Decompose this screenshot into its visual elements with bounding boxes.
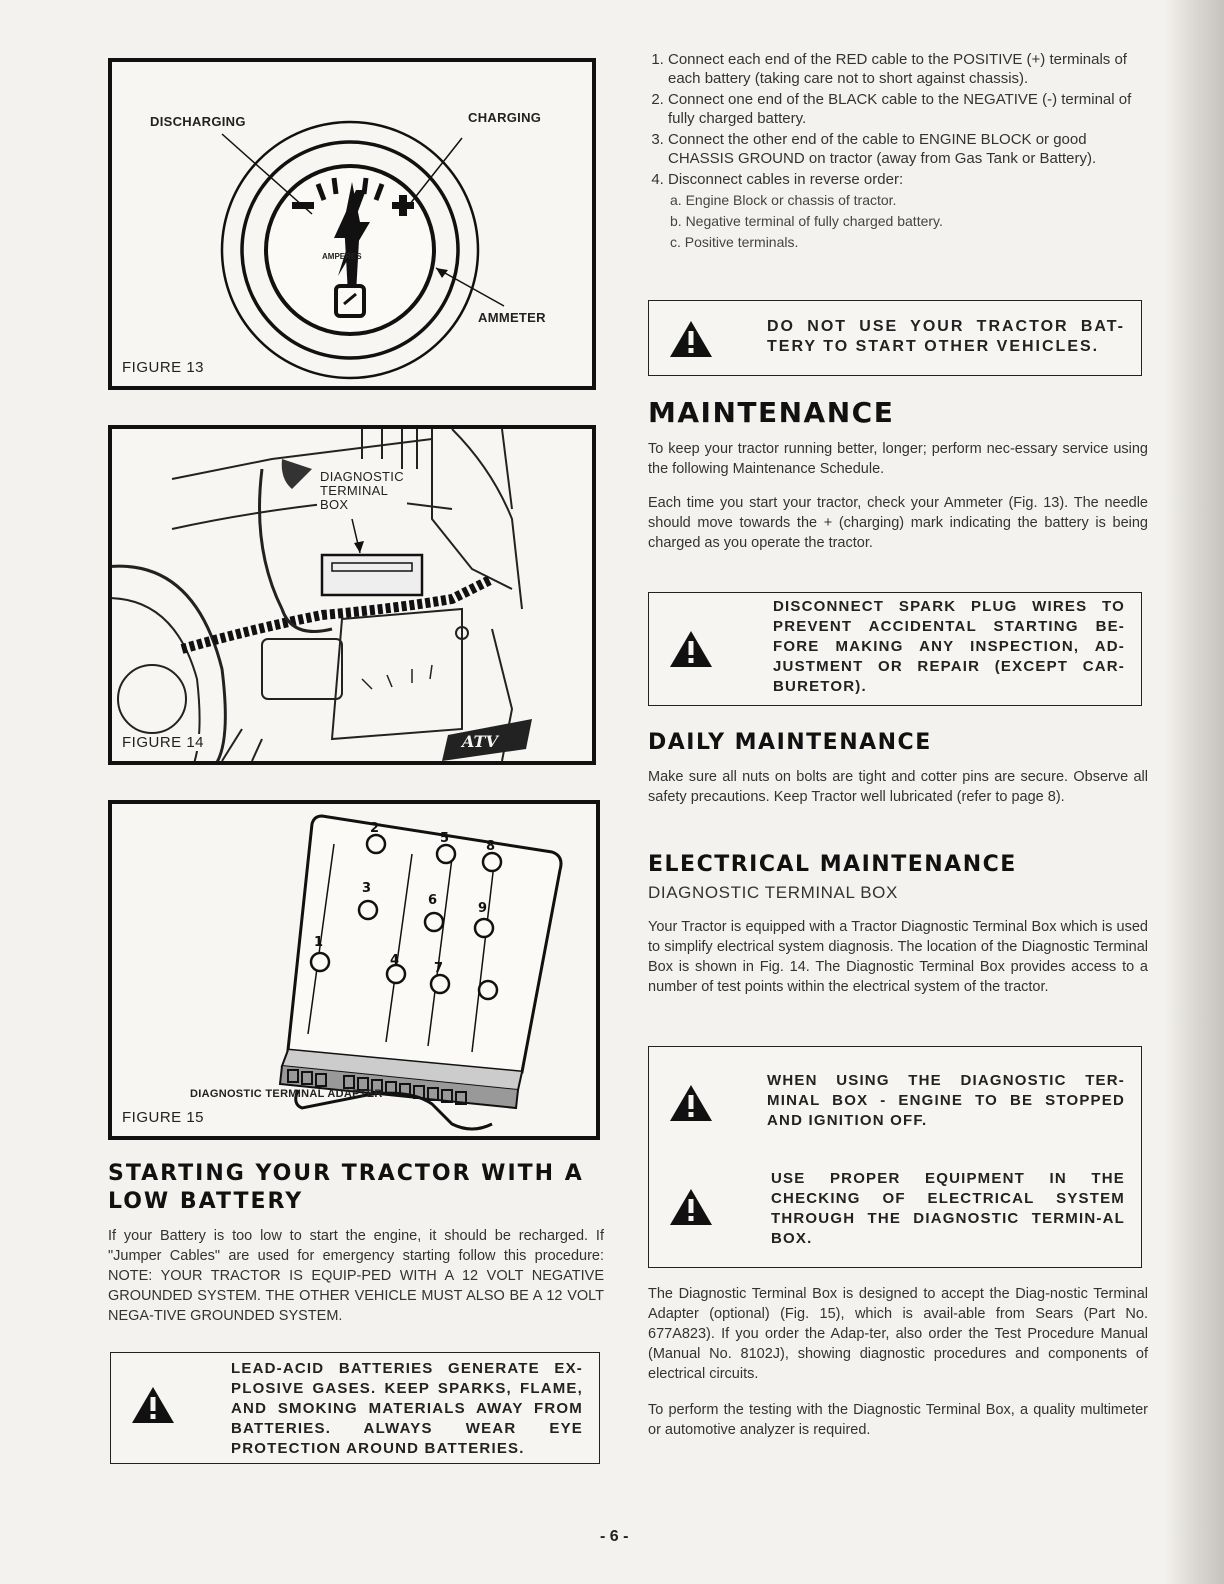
warning-triangle-icon bbox=[669, 629, 713, 669]
figure-14-terminal-box-location bbox=[108, 425, 596, 765]
maintenance-section bbox=[648, 396, 1148, 553]
low-battery-paragraph: If your Battery is too low to start the engine, it should be recharged. If "Jumper Cables" are used for emergency starting follow this procedure: NOTE: YOUR TRACTOR IS EQUIP-PED WITH A 12 VOLT NEGATIVE GROUNDED SYSTEM. THE OTHER VEHICLE MUST ALSO BE A 12 VOLT NEGA-TIVE GROUNDED SYSTEM. bbox=[108, 1228, 604, 1324]
terminal-box-paragraph: Your Tractor is equipped with a Tractor Diagnostic Terminal Box which is used to simplify electrical system diagnosis. The location of the Diagnostic Terminal Box is shown in Fig. 14. The Diagnostic Terminal Box provides access to a number of test points within the electrical system of the tractor. bbox=[648, 919, 1148, 995]
reverse-step-a: a. Engine Block or chassis of tractor. bbox=[670, 192, 897, 208]
maintenance-intro: To keep your tractor running better, longer; perform nec-essary service using the following Maintenance Schedule. bbox=[648, 441, 1148, 477]
atv-logo-stamp: ATV bbox=[462, 732, 498, 751]
daily-maintenance-paragraph: Make sure all nuts on bolts are tight and cotter pins are secure. Observe all safety precautions. Keep Tractor well lubricated (refer to page 8). bbox=[648, 769, 1148, 805]
battery-gas-warning-text: LEAD-ACID BATTERIES GENERATE EX-PLOSIVE GASES. KEEP SPARKS, FLAME, AND SMOKING MATERIALS AWAY FROM BATTERIES. ALWAYS WEAR EYE PROTECTION AROUND BATTERIES. bbox=[231, 1360, 583, 1457]
terminal-adapter-illustration bbox=[112, 804, 596, 1136]
multimeter-paragraph: To perform the testing with the Diagnostic Terminal Box, a quality multimeter or automotive analyzer is required. bbox=[648, 1402, 1148, 1438]
amperes-label: AMPERES bbox=[322, 252, 362, 261]
figure-15-label: FIGURE 15 bbox=[122, 1109, 208, 1126]
figure-13-ammeter bbox=[108, 58, 596, 390]
terminal-box-callout: DIAGNOSTIC TERMINAL BOX bbox=[317, 469, 407, 513]
diagnostic-warnings-box bbox=[648, 1046, 1142, 1268]
terminal-2: 2 bbox=[370, 821, 380, 836]
terminal-6: 6 bbox=[428, 893, 438, 908]
low-battery-section bbox=[108, 1160, 604, 1326]
low-battery-heading: STARTING YOUR TRACTOR WITH A LOW BATTERY bbox=[108, 1161, 584, 1214]
terminal-9: 9 bbox=[478, 901, 488, 916]
terminal-4: 4 bbox=[390, 953, 400, 968]
warning-triangle-icon bbox=[131, 1385, 175, 1425]
tractor-battery-warning-text: DO NOT USE YOUR TRACTOR BAT-TERY TO START OTHER VEHICLES. bbox=[767, 318, 1125, 355]
warning-triangle-icon bbox=[669, 319, 713, 359]
maintenance-heading: MAINTENANCE bbox=[648, 396, 895, 429]
terminal-8: 8 bbox=[486, 839, 496, 854]
figure-15-terminal-adapter bbox=[108, 800, 600, 1140]
engine-stopped-warning-text: WHEN USING THE DIAGNOSTIC TER-MINAL BOX - ENGINE TO BE STOPPED AND IGNITION OFF. bbox=[767, 1072, 1125, 1129]
ammeter-label: AMMETER bbox=[478, 310, 546, 325]
page-number: - 6 - bbox=[600, 1528, 629, 1545]
page-edge-shadow bbox=[1164, 0, 1224, 1584]
electrical-maintenance-section bbox=[648, 852, 1148, 997]
step-3: 3. Connect the other end of the cable to ENGINE BLOCK or good CHASSIS GROUND on tractor (away from Gas Tank or Battery). bbox=[668, 130, 1148, 168]
step-2: 2. Connect one end of the BLACK cable to the NEGATIVE (-) terminal of fully charged battery. bbox=[668, 90, 1148, 128]
adapter-paragraph: The Diagnostic Terminal Box is designed to accept the Diag-nostic Terminal Adapter (optional) (Fig. 15), which is avail-able from Sears (Part No. 677A823). If you order the Adap-ter, also order the Test Procedure Manual (Manual No. 8102J), showing diagnostic procedures and components of electrical circuits. bbox=[648, 1286, 1148, 1382]
terminal-box-subheading: DIAGNOSTIC TERMINAL BOX bbox=[648, 883, 898, 902]
reverse-order-list bbox=[668, 191, 1148, 252]
reverse-step-c: c. Positive terminals. bbox=[670, 234, 799, 250]
warning-triangle-icon bbox=[669, 1187, 713, 1227]
figure-13-label: FIGURE 13 bbox=[122, 359, 208, 376]
spark-plug-warning-text: DISCONNECT SPARK PLUG WIRES TO PREVENT ACCIDENTAL STARTING BE-FORE MAKING ANY INSPECTION, AD-JUSTMENT OR REPAIR (EXCEPT CAR-BURETOR). bbox=[773, 598, 1125, 695]
adapter-caption: DIAGNOSTIC TERMINAL ADAPTER bbox=[190, 1088, 383, 1100]
proper-equipment-warning-text: USE PROPER EQUIPMENT IN THE CHECKING OF ELECTRICAL SYSTEM THROUGH THE DIAGNOSTIC TERMIN-AL BOX. bbox=[771, 1170, 1125, 1247]
step-4: 4. Disconnect cables in reverse order: a. Engine Block or chassis of tractor. b. Negative terminal of fully charged battery. c. Positive terminals. bbox=[668, 170, 1148, 252]
ammeter-check-paragraph: Each time you start your tractor, check your Ammeter (Fig. 13). The needle should move towards the + (charging) mark indicating the battery is being charged as you operate the tractor. bbox=[648, 495, 1148, 551]
step-1: 1. Connect each end of the RED cable to the POSITIVE (+) terminals of each battery (taking care not to short against chassis). bbox=[668, 50, 1148, 88]
battery-gas-warning-box bbox=[110, 1352, 600, 1464]
reverse-step-b: b. Negative terminal of fully charged battery. bbox=[670, 213, 943, 229]
tractor-battery-warning-box bbox=[648, 300, 1142, 376]
terminal-3: 3 bbox=[362, 881, 372, 896]
terminal-7: 7 bbox=[434, 961, 444, 976]
terminal-1: 1 bbox=[314, 935, 324, 950]
daily-maintenance-section bbox=[648, 730, 1148, 807]
adapter-info-section bbox=[648, 1284, 1148, 1440]
terminal-5: 5 bbox=[440, 831, 450, 846]
charging-label: CHARGING bbox=[468, 110, 542, 125]
jump-start-steps bbox=[648, 50, 1148, 254]
spark-plug-warning-box bbox=[648, 592, 1142, 706]
warning-triangle-icon bbox=[669, 1083, 713, 1123]
jump-start-list bbox=[648, 50, 1148, 252]
discharging-label: DISCHARGING bbox=[150, 114, 246, 129]
daily-maintenance-heading: DAILY MAINTENANCE bbox=[648, 730, 932, 755]
electrical-maintenance-heading: ELECTRICAL MAINTENANCE bbox=[648, 852, 1017, 877]
figure-14-label: FIGURE 14 bbox=[122, 734, 208, 751]
